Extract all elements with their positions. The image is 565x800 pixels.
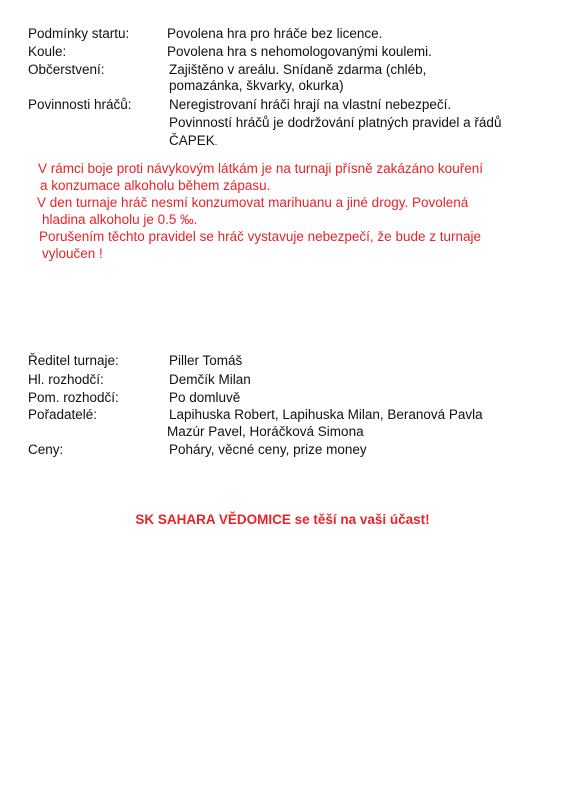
staff-label: Ceny: xyxy=(28,442,64,457)
staff-value-line: Mazúr Pavel, Horáčková Simona xyxy=(167,424,364,439)
condition-value xyxy=(169,97,501,150)
condition-value xyxy=(167,26,382,42)
staff-value xyxy=(169,390,240,406)
closing-invitation: SK SAHARA VĚDOMICE se těší na vaši účast! xyxy=(135,512,430,527)
staff-label: Hl. rozhodčí: xyxy=(28,372,104,387)
staff-value xyxy=(169,442,367,458)
warning-line: a konzumace alkoholu během zápasu. xyxy=(40,178,271,193)
warning-line: V rámci boje proti návykovým látkám je na turnaji přísně zakázáno kouření xyxy=(38,161,483,176)
warning-notice xyxy=(38,160,483,262)
condition-label: Koule: xyxy=(28,44,67,59)
condition-value-line: pomazánka, škvarky, okurka) xyxy=(169,78,344,93)
condition-label: Občerstvení: xyxy=(28,62,105,77)
warning-line: Porušením těchto pravidel se hráč vystavuje nebezpečí, že bude z turnaje xyxy=(39,229,481,244)
warning-line: hladina alkoholu je 0.5 ‰. xyxy=(42,212,198,227)
staff-value-line: Lapihuska Robert, Lapihuska Milan, Beranová Pavla xyxy=(169,407,483,422)
condition-label: Podmínky startu: xyxy=(28,26,130,41)
staff-value-line: Poháry, věcné ceny, prize money xyxy=(169,442,367,457)
condition-value xyxy=(167,44,432,60)
staff-value xyxy=(169,353,242,369)
staff-value xyxy=(169,372,251,388)
staff-value-line: Piller Tomáš xyxy=(169,353,243,368)
condition-value-line: Povolena hra s nehomologovanými koulemi. xyxy=(167,44,432,59)
condition-value-line: ČAPEK xyxy=(169,133,215,148)
staff-value xyxy=(169,407,483,440)
condition-value-line: Zajištěno v areálu. Snídaně zdarma (chléb, xyxy=(169,62,427,77)
period-mark: . xyxy=(214,137,218,147)
warning-line: vyloučen ! xyxy=(42,246,103,261)
staff-value-line: Po domluvě xyxy=(169,390,241,405)
staff-label: Pom. rozhodčí: xyxy=(28,390,119,405)
staff-label: Pořadatelé: xyxy=(28,407,98,422)
condition-value xyxy=(169,62,426,94)
staff-value-line: Demčík Milan xyxy=(169,372,251,387)
condition-value-line: Povinností hráčů je dodržování platných pravidel a řádů xyxy=(169,115,502,130)
condition-value-line: Neregistrovaní hráči hrají na vlastní nebezpečí. xyxy=(169,97,452,112)
condition-value-line: Povolena hra pro hráče bez licence. xyxy=(167,26,383,41)
warning-line: V den turnaje hráč nesmí konzumovat marihuanu a jiné drogy. Povolená xyxy=(37,195,469,210)
condition-label: Povinnosti hráčů: xyxy=(28,97,132,112)
staff-label: Ředitel turnaje: xyxy=(28,353,119,368)
